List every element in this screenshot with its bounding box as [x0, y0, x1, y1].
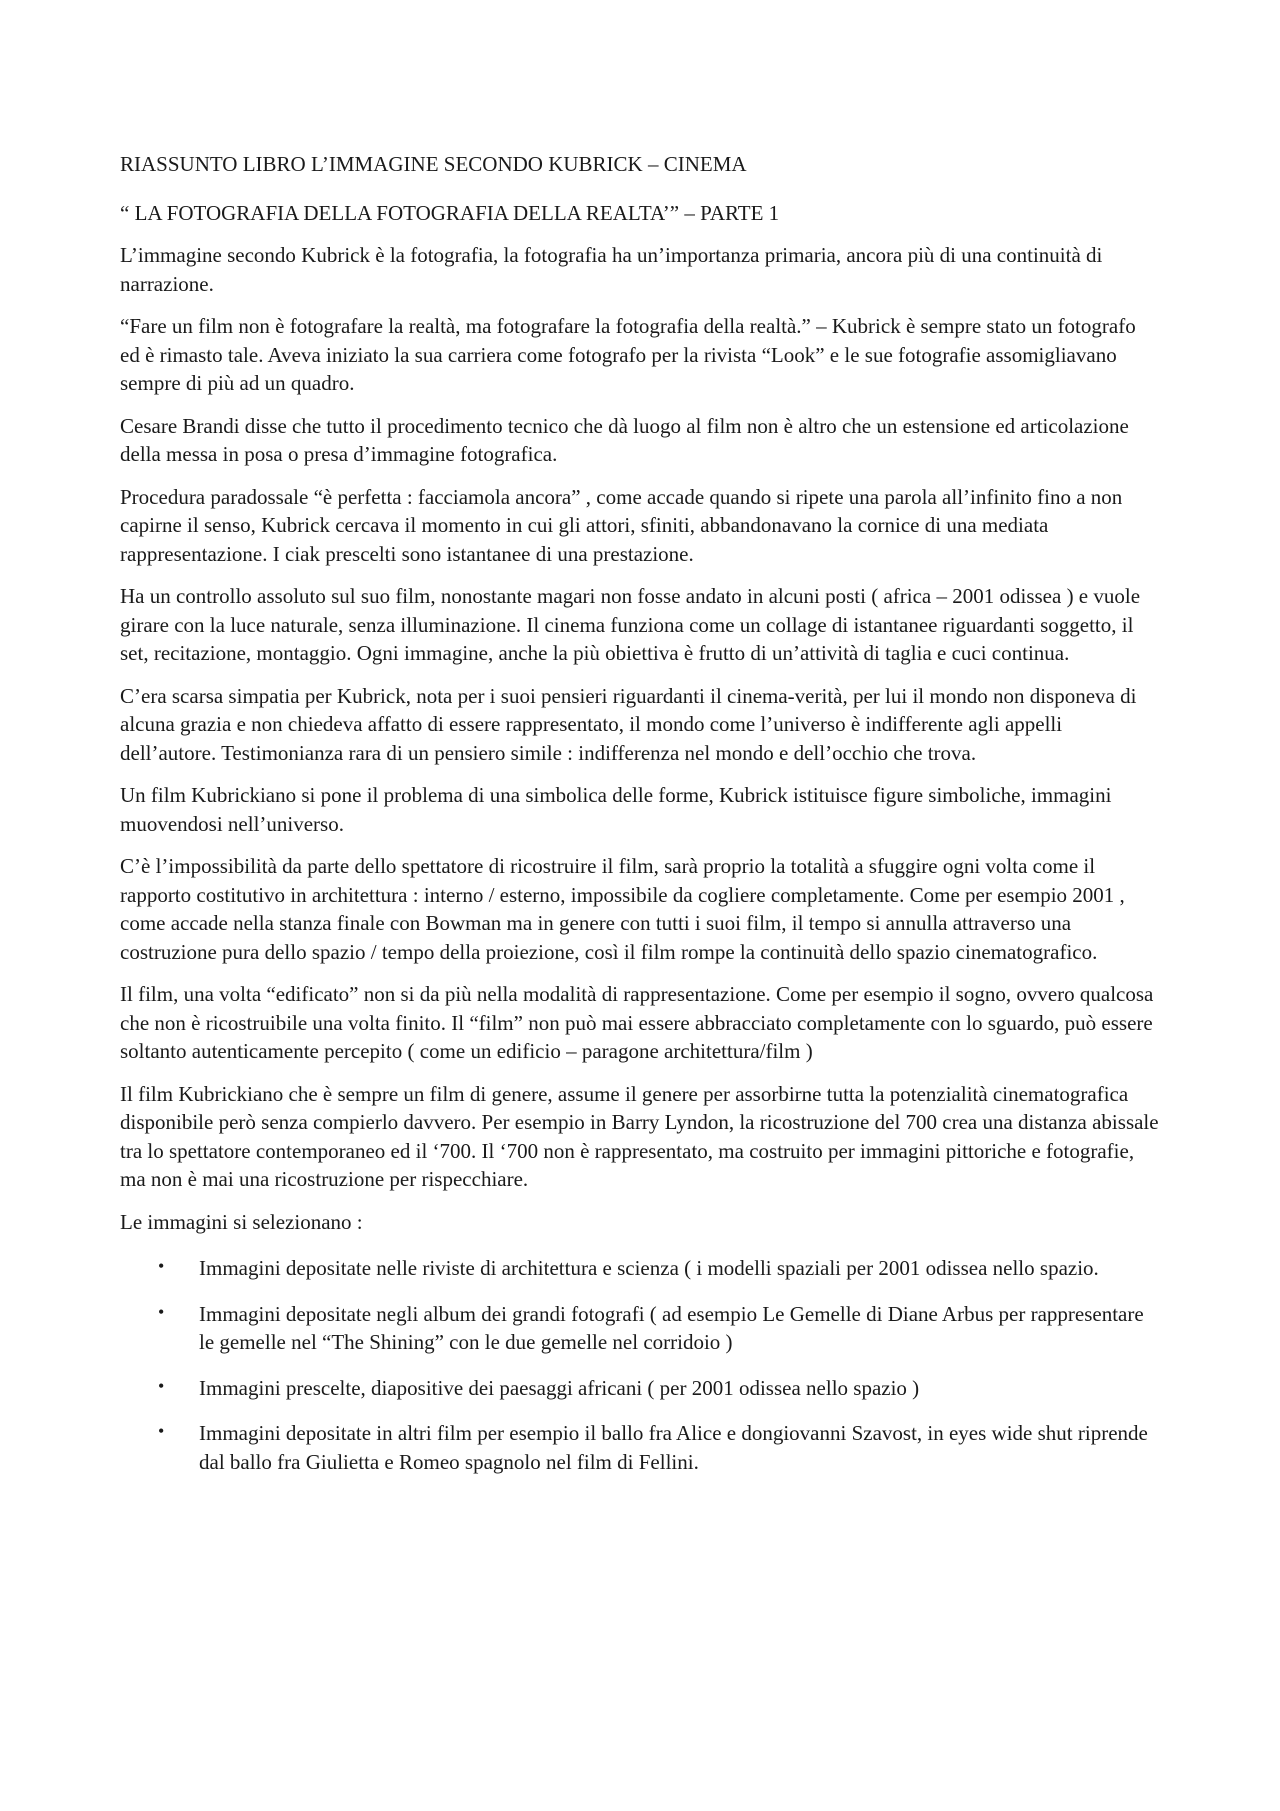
- list-item: [120, 1254, 1160, 1283]
- list-item-text: Immagini depositate negli album dei grandi fotografi ( ad esempio Le Gemelle di Diane Arbus per rappresentare le gemelle nel “The Shining” con le due gemelle nel corridoio ): [199, 1301, 1144, 1354]
- document-body: [120, 150, 1160, 1493]
- list-item: [120, 1300, 1160, 1357]
- paragraph: Un film Kubrickiano si pone il problema di una simbolica delle forme, Kubrick istituisce figure simboliche, immagini muovendosi nell’universo.: [120, 783, 1112, 836]
- bullet-list: [120, 1254, 1160, 1476]
- paragraph: Il film, una volta “edificato” non si da più nella modalità di rappresentazione. Come per esempio il sogno, ovvero qualcosa che non è ricostruibile una volta finito. Il “film” non può mai essere abbracciato completamente con lo sguardo, può essere soltanto autenticamente percepito ( come un edificio – paragone architettura/film ): [120, 982, 1154, 1063]
- bullet-icon: •: [158, 1421, 165, 1441]
- list-item-text: Immagini depositate in altri film per esempio il ballo fra Alice e dongiovanni Szavost, in eyes wide shut riprende dal ballo fra Giulietta e Romeo spagnolo nel film di Fellini.: [199, 1421, 1148, 1474]
- paragraph: Cesare Brandi disse che tutto il procedimento tecnico che dà luogo al film non è altro che un estensione ed articolazione della messa in posa o presa d’immagine fotografica.: [120, 413, 1129, 466]
- paragraph: Il film Kubrickiano che è sempre un film di genere, assume il genere per assorbirne tutta la potenzialità cinematografica disponibile però senza compierlo davvero. Per esempio in Barry Lyndon, la ricostruzione del 700 crea una distanza abissale tra lo spettatore contemporaneo ed il ‘700. Il ‘700 non è rappresentato, ma costruito per immagini pittoriche e fotografie, ma non è mai una ricostruzione per rispecchiare.: [120, 1081, 1159, 1191]
- document-title: RIASSUNTO LIBRO L’IMMAGINE SECONDO KUBRICK – CINEMA: [120, 152, 747, 176]
- list-item-text: Immagini prescelte, diapositive dei paesaggi africani ( per 2001 odissea nello spazio ): [199, 1375, 920, 1400]
- paragraph: Le immagini si selezionano :: [120, 1209, 363, 1234]
- paragraph: C’è l’impossibilità da parte dello spettatore di ricostruire il film, sarà proprio la totalità a sfuggire ogni volta come il rapporto costitutivo in architettura : interno / esterno, impossibile da cogliere completamente. Come per esempio 2001 , come accade nella stanza finale con Bowman ma in genere con tutti i suoi film, il tempo si annulla attraverso una costruzione pura dello spazio / tempo della proiezione, così il film rompe la continuità dello spazio cinematografico.: [120, 854, 1125, 964]
- paragraph: Procedura paradossale “è perfetta : facciamola ancora” , come accade quando si ripete una parola all’infinito fino a non capirne il senso, Kubrick cercava il momento in cui gli attori, sfiniti, abbandonavano la cornice di una mediata rappresentazione. I ciak prescelti sono istantanee di una prestazione.: [120, 484, 1123, 566]
- bullet-icon: •: [158, 1256, 165, 1276]
- list-item: [120, 1419, 1160, 1476]
- paragraph: “Fare un film non è fotografare la realtà, ma fotografare la fotografia della realtà.” – Kubrick è sempre stato un fotografo ed è rimasto tale. Aveva iniziato la sua carriera come fotografo per la rivista “Look” e le sue fotografie assomigliavano sempre di più ad un quadro.: [120, 314, 1136, 395]
- paragraph: C’era scarsa simpatia per Kubrick, nota per i suoi pensieri riguardanti il cinema-verità, per lui il mondo non disponeva di alcuna grazia e non chiedeva affatto di essere rappresentato, il mondo come l’universo è indifferente agli appelli dell’autore. Testimonianza rara di un pensiero simile : indifferenza nel mondo e dell’occhio che trova.: [120, 683, 1137, 765]
- list-item: [120, 1374, 1160, 1403]
- bullet-icon: •: [158, 1301, 165, 1322]
- list-item-text: Immagini depositate nelle riviste di architettura e scienza ( i modelli spaziali per 2001 odissea nello spazio.: [199, 1256, 1099, 1280]
- bullet-icon: •: [158, 1375, 165, 1396]
- paragraph: Ha un controllo assoluto sul suo film, nonostante magari non fosse andato in alcuni posti ( africa – 2001 odissea ) e vuole girare con la luce naturale, senza illuminazione. Il cinema funziona come un collage di istantanee riguardanti soggetto, il set, recitazione, montaggio. Ogni immagine, anche la più obiettiva è frutto di un’attività di taglia e cuci continua.: [120, 584, 1141, 665]
- document-subtitle: “ LA FOTOGRAFIA DELLA FOTOGRAFIA DELLA REALTA’” – PARTE 1: [120, 200, 780, 225]
- paragraph: L’immagine secondo Kubrick è la fotografia, la fotografia ha un’importanza primaria, ancora più di una continuità di narrazione.: [120, 243, 1103, 296]
